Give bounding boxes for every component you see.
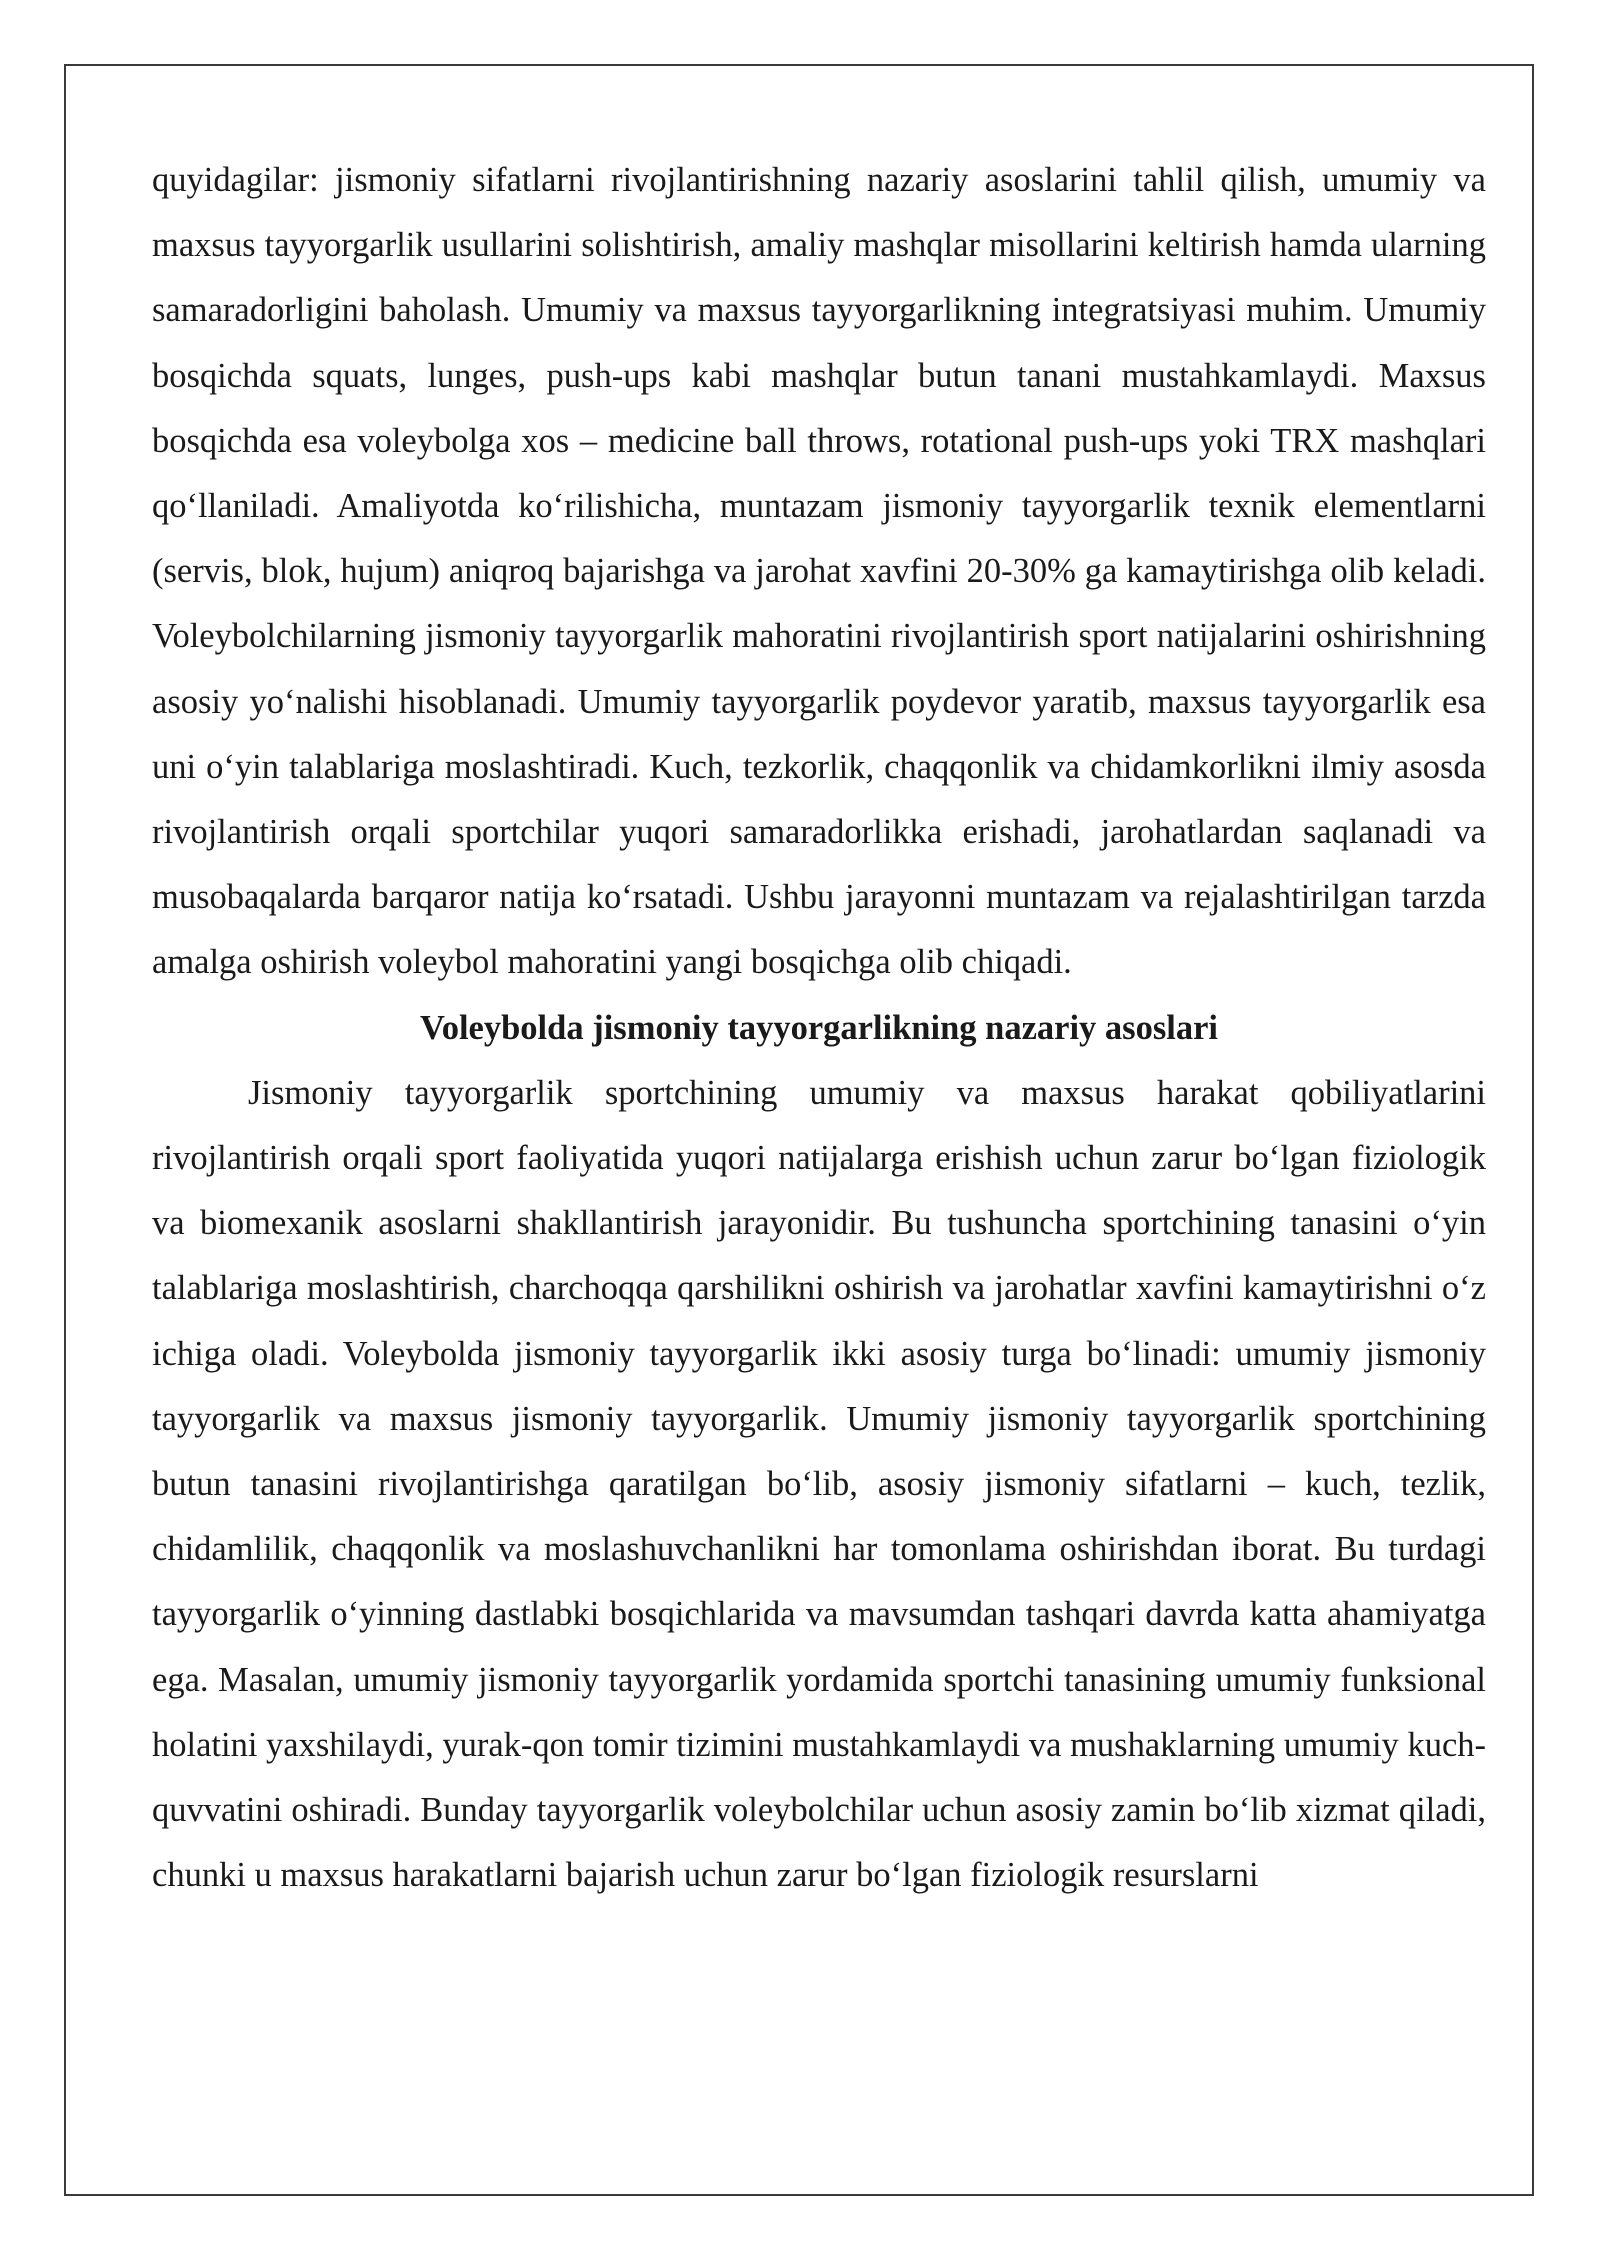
paragraph-theory: Jismoniy tayyorgarlik sportchining umumiy va maxsus harakat qobiliyatlarini rivojlantirish orqali sport faoliyatida yuqori natijalarga erishish uchun zarur bo‘lgan fiziologik va biomexanik asoslarni shakllantirish jarayonidir. Bu tushuncha sportchining tanasini o‘yin talablariga moslashtirish, charchoqqa qarshilikni oshirish va jarohatlar xavfini kamaytirishni o‘z ichiga oladi. Voleybolda jismoniy tayyorgarlik ikki asosiy turga bo‘linadi: umumiy jismoniy tayyorgarlik va maxsus jismoniy tayyorgarlik. Umumiy jismoniy tayyorgarlik sportchining butun tanasini rivojlantirishga qaratilgan bo‘lib, asosiy jismoniy sifatlarni – kuch, tezlik, chidamlilik, chaqqonlik va moslashuvchanlikni har tomonlama oshirishdan iborat. Bu turdagi tayyorgarlik o‘yinning dastlabki bosqichlarida va mavsumdan tashqari davrda katta ahamiyatga ega. Masalan, umumiy jismoniy tayyorgarlik yordamida sportchi tanasining umumiy funksional holatini yaxshilaydi, yurak-qon tomir tizimini mustahkamlaydi va mushaklarning umumiy kuch-quvvatini oshiradi. Bunday tayyorgarlik voleybolchilar uchun asosiy zamin bo‘lib xizmat qiladi, chunki u maxsus harakatlarni bajarish uchun zarur bo‘lgan fiziologik resurslarni <box>152 1073 1486 1895</box>
document-body <box>152 148 1486 1908</box>
paragraph-continuation: quyidagilar: jismoniy sifatlarni rivojlantirishning nazariy asoslarini tahlil qilish, umumiy va maxsus tayyorgarlik usullarini solishtirish, amaliy mashqlar misollarini keltirish hamda ularning samaradorligini baholash. Umumiy va maxsus tayyorgarlikning integratsiyasi muhim. Umumiy bosqichda squats, lunges, push-ups kabi mashqlar butun tanani mustahkamlaydi. Maxsus bosqichda esa voleybolga xos – medicine ball throws, rotational push-ups yoki TRX mashqlari qo‘llaniladi. Amaliyotda ko‘rilishicha, muntazam jismoniy tayyorgarlik texnik elementlarni (servis, blok, hujum) aniqroq bajarishga va jarohat xavfini 20-30% ga kamaytirishga olib keladi. Voleybolchilarning jismoniy tayyorgarlik mahoratini rivojlantirish sport natijalarini oshirishning asosiy yo‘nalishi hisoblanadi. Umumiy tayyorgarlik poydevor yaratib, maxsus tayyorgarlik esa uni o‘yin talablariga moslashtiradi. Kuch, tezkorlik, chaqqonlik va chidamkorlikni ilmiy asosda rivojlantirish orqali sportchilar yuqori samaradorlikka erishadi, jarohatlardan saqlanadi va musobaqalarda barqaror natija ko‘rsatadi. Ushbu jarayonni muntazam va rejalashtirilgan tarzda amalga oshirish voleybol mahoratini yangi bosqichga olib chiqadi. <box>152 161 1486 982</box>
section-heading: Voleybolda jismoniy tayyorgarlikning nazariy asoslari <box>419 1008 1219 1047</box>
